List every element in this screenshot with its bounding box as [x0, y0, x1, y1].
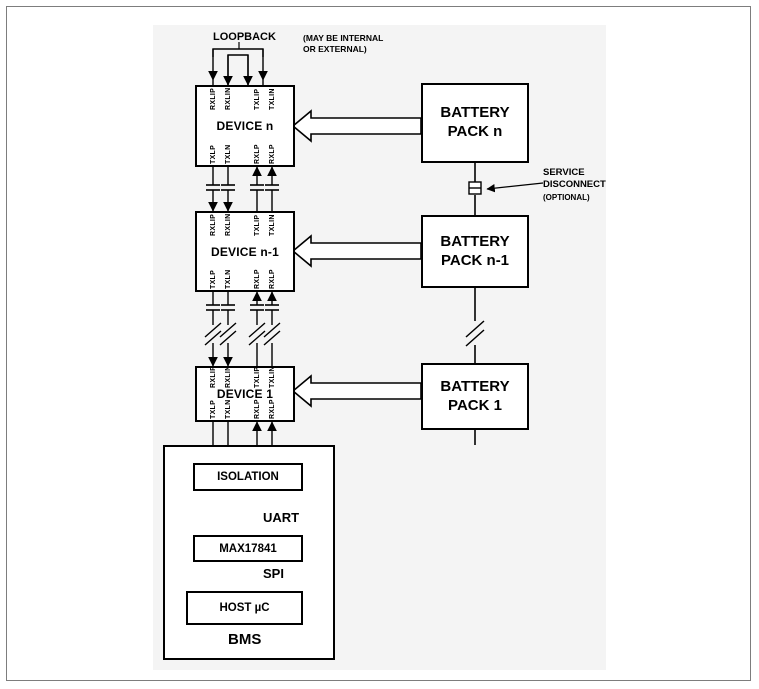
- device-n-pin-rxlin: RXLIN: [225, 87, 232, 110]
- battery-pack-1-line2: PACK 1: [448, 396, 502, 414]
- battery-pack-n-1-box[interactable]: [421, 215, 529, 288]
- device-n-1-pin-txlp: TXLP: [210, 269, 217, 289]
- device-n-pin-rxlp-a: RXLP: [254, 144, 261, 164]
- internal-external-note: [303, 33, 383, 55]
- diagram-canvas: [153, 25, 606, 670]
- battery-pack-n-1-line2: PACK n-1: [440, 251, 510, 269]
- uart-label: UART: [263, 510, 300, 525]
- device-n-1-pin-rxlp-a: RXLP: [254, 269, 261, 289]
- battery-pack-n-line2: PACK n: [447, 123, 503, 140]
- device-n-pin-rxlp-b: RXLP: [269, 144, 276, 164]
- device-1-pin-rxlp-b: RXLP: [269, 399, 276, 419]
- device-1-pin-txln: TXLN: [225, 399, 232, 419]
- service-disconnect-line3: (OPTIONAL): [543, 192, 590, 202]
- battery-pack-1-box[interactable]: [421, 363, 529, 430]
- device-1-label: DEVICE 1: [216, 387, 274, 401]
- spi-label: SPI: [263, 566, 284, 581]
- isolation-label: ISOLATION: [217, 471, 279, 483]
- device-n-pin-txlp: TXLP: [210, 144, 217, 164]
- device-1-pin-txlip: TXLIP: [254, 366, 261, 388]
- host-mcu-label: HOST µC: [219, 602, 270, 614]
- device-n-pin-txlip: TXLIP: [254, 88, 261, 110]
- device-n-1-pin-rxlp-b: RXLP: [269, 269, 276, 289]
- host-mcu-box[interactable]: [186, 591, 303, 625]
- device-n-1-label: DEVICE n-1: [210, 244, 279, 259]
- image-frame: [6, 6, 751, 681]
- device-1-pin-txlp: TXLP: [210, 399, 217, 419]
- device-1-pin-rxlp-a: RXLP: [254, 399, 261, 419]
- bms-label: BMS: [228, 631, 262, 648]
- battery-pack-n-box[interactable]: [421, 83, 529, 163]
- service-disconnect-note: [543, 167, 606, 204]
- device-1-pin-rxlip: RXLIP: [210, 365, 217, 388]
- service-disconnect-line2: DISCONNECT: [543, 179, 606, 191]
- device-1-pin-rxlin: RXLIN: [225, 365, 232, 388]
- device-n-1-pin-rxlin: RXLIN: [225, 213, 232, 236]
- battery-pack-n-1-line1: BATTERY: [440, 232, 510, 250]
- device-n-1-pin-rxlip: RXLIP: [210, 213, 217, 236]
- device-n-1-pin-txlip: TXLIP: [254, 214, 261, 236]
- device-n-1-pin-txlin: TXLIN: [269, 214, 276, 236]
- device-n-pin-txlin: TXLIN: [269, 88, 276, 110]
- device-n-label: DEVICE n: [216, 119, 274, 133]
- note-line-1: (MAY BE INTERNAL: [303, 33, 384, 43]
- note-line-2: OR EXTERNAL): [303, 44, 367, 55]
- loopback-label: LOOPBACK: [213, 31, 276, 43]
- battery-pack-1-line1: BATTERY: [440, 377, 510, 395]
- device-n-pin-rxlip: RXLIP: [210, 87, 217, 110]
- max17841-label: MAX17841: [219, 542, 277, 555]
- isolation-box[interactable]: [193, 463, 303, 491]
- device-1-pin-txlin: TXLIN: [269, 366, 276, 388]
- device-n-1-pin-txln: TXLN: [225, 269, 232, 289]
- device-n-pin-txln: TXLN: [225, 144, 232, 164]
- battery-pack-n-line1: BATTERY: [440, 104, 510, 122]
- service-disconnect-line1: SERVICE: [543, 167, 585, 178]
- max17841-box[interactable]: [193, 535, 303, 562]
